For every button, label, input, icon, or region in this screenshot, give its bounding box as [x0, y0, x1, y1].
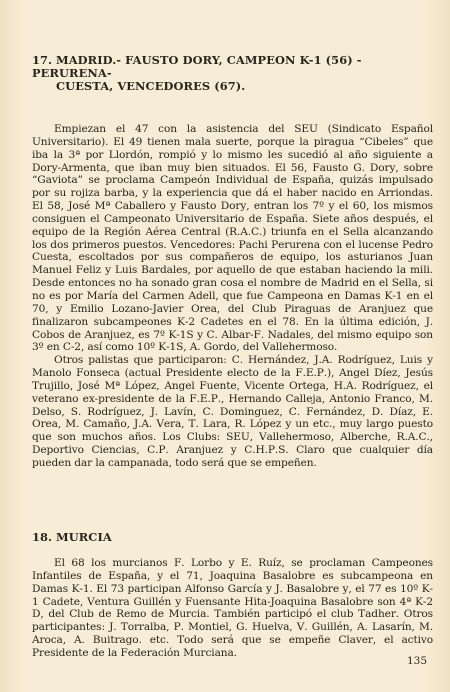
section-17-number: 17. [32, 53, 53, 67]
section-17-body [32, 123, 433, 470]
section-17-title-line2: CUESTA, VENCEDORES (67). [56, 79, 246, 93]
section-17-paragraph-2: Otros palistas que participaron: C. Hernández, J.A. Rodríguez, Luis y Manolo Fonseca (actual Presidente electo de la F.E.P.), Angel Díez, Jesús Trujillo, José Mª López, Angel Fuente, Vicente Ortega, H.A. Rodríguez, el veterano ex-presidente de la F.E.P., Hernando Calleja, Antonio Franco, M. Delso, S. Rodríguez, J. Lavín, C. Dominguez, C. Fernández, D. Díaz, E. Orea, M. Camaño, J.A. Vera, T. Lara, R. López y un etc., muy largo puesto que son muchos años. Los Clubs: SEU, Vallehermoso, Alberche, R.A.C., Deportivo Ciencias, C.P. Aranjuez y C.H.P.S. Claro que cualquier día pueden dar la campanada, todo será que se empeñen. [32, 354, 433, 469]
section-18-title: MURCIA [56, 530, 112, 544]
page-number: 135 [407, 655, 428, 667]
section-18-heading [32, 531, 432, 544]
section-18-body [32, 557, 433, 660]
section-18-paragraph-1: El 68 los murcianos F. Lorbo y E. Ruíz, se proclaman Campeones Infantiles de España, y el 71, Joaquina Basalobre es subcampeona en Damas K-1. El 73 participan Alfonso García y J. Basalobre y, el 77 es 10º K-1 Cadete, Ventura Guillén y Fuensante Hita-Joaquina Basalobre son 4ª K-2 D, del Club de Remo de Murcia. También participó el club Tadher. Otros participantes: J. Torralba, P. Montiel, G. Huelva, V. Guillén, A. Lasarín, M. Aroca, A. Buitrago. etc. Todo será que se empeñe Claver, el activo Presidente de la Federación Murciana. [32, 557, 433, 659]
section-18-number: 18. [32, 530, 53, 544]
section-17-paragraph-1: Empiezan el 47 con la asistencia del SEU (Sindicato Español Universitario). El 49 tienen mala suerte, porque la piragua “Cibeles” que iba la 3ª por Llordón, rompió y lo mismo les sucedió al año siguiente a Dory-Armenta, que iban muy bien situados. El 56, Fausto G. Dory, sobre “Gaviota” se proclama Campeón Individual de España, quizás impulsado por su rojiza barba, y la experiencia que dá el haber nacido en Arriondas. El 58, José Mª Caballero y Fausto Dory, entran los 7º y el 60, los mismos consiguen el Campeonato Universitario de España. Siete años después, el equipo de la Región Aérea Central (R.A.C.) triunfa en el Sella alcanzando los dos primeros puestos. Vencedores: Pachi Perurena con el lucense Pedro Cuesta, escoltados por sus compañeros de equipo, los asturianos Juan Manuel Feliz y Luis Bardales, por aquello de que estaban haciendo la mili. Desde entonces no ha sonado gran cosa el nombre de Madrid en el Sella, si no es por María del Carmen Adell, que fue Campeona en Damas K-1 en el 70, y Emilio Lozano-Javier Orea, del Club Piraguas de Aranjuez que finalizaron subcampeones K-2 Cadetes en el 78. En la última edición, J. Cobos de Aranjuez, es 7º K-1S y C. Albar-F. Nadales, del mismo equipo son 3º en C-2, así como 10º K-1S, A. Gordo, del Vallehermoso. [32, 123, 433, 354]
section-17-heading [32, 54, 432, 93]
section-17-title-line1: MADRID.- FAUSTO DORY, CAMPEON K-1 (56) - PERURENA- [32, 53, 362, 80]
